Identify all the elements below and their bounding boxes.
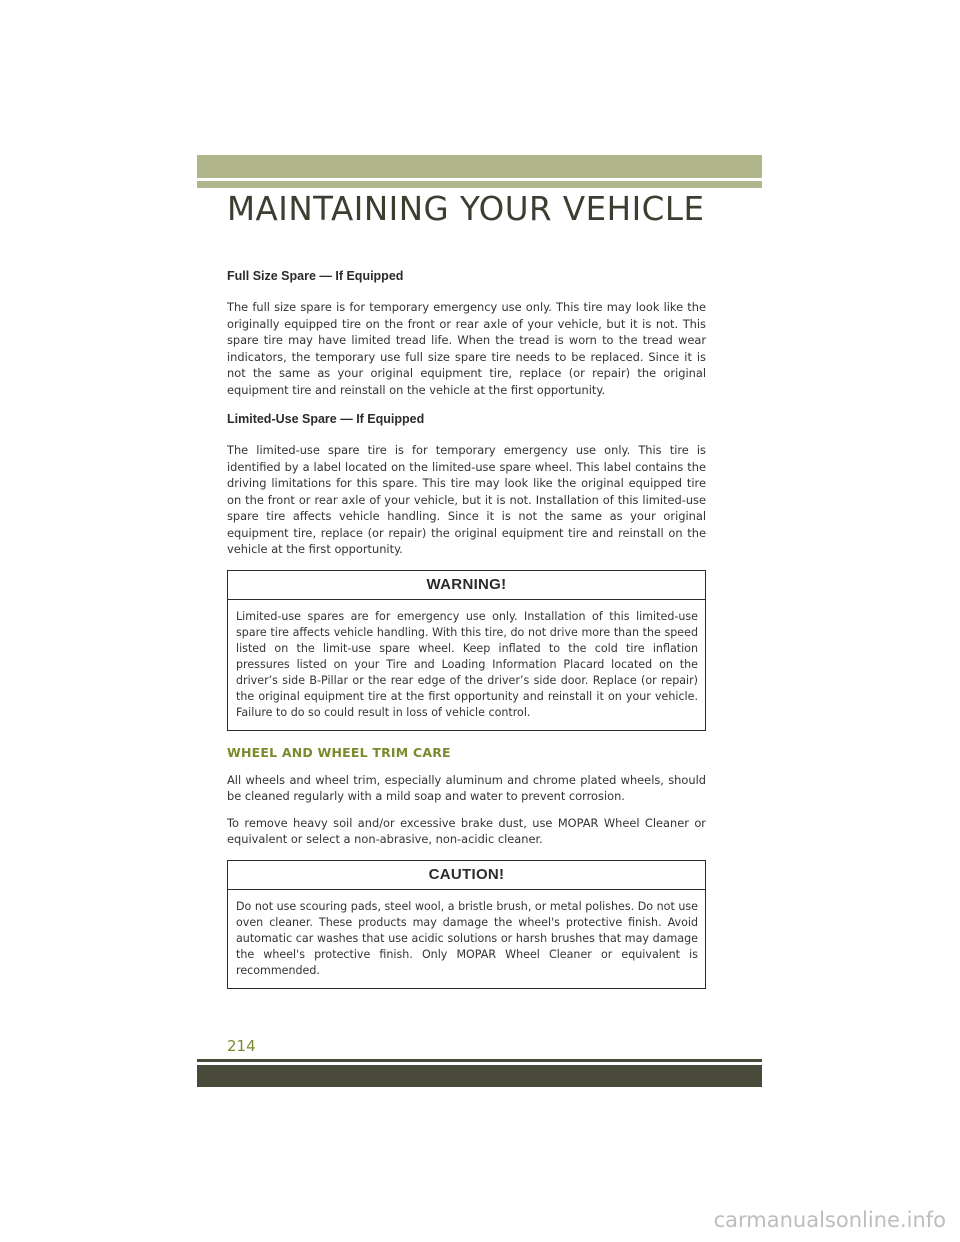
section-title: MAINTAINING YOUR VEHICLE (227, 190, 705, 228)
caution-title: CAUTION! (228, 861, 705, 890)
full-size-spare-heading: Full Size Spare — If Equipped (227, 269, 404, 283)
header-rule (197, 181, 762, 188)
wheel-care-para-2: To remove heavy soil and/or excessive brake dust, use MOPAR Wheel Cleaner or equivalent or select a non-abrasive, non-acidic cleaner. (227, 815, 706, 846)
footer-rule (197, 1059, 762, 1062)
caution-body: Do not use scouring pads, steel wool, a bristle brush, or metal polishes. Do not use oven cleaner. These products may damage the wheel's protective finish. Avoid automatic car washes that use acidic solutions or harsh brushes that may damage the wheel's protective finish. Only MOPAR Wheel Cleaner or equivalent is recommended. (236, 899, 698, 977)
footer-band (197, 1065, 762, 1087)
page-number: 214 (227, 1037, 256, 1055)
limited-use-spare-body: The limited-use spare tire is for temporary emergency use only. This tire is identified by a label located on the limited-use spare wheel. This label contains the driving limitations for this spare. This tire may look like the original equipped tire on the front or rear axle of your vehicle, but it is not. Installation of this limited-use spare tire affects vehicle handling. Since it is not the same as your original equipment tire, replace (or repair) the original equipment tire and reinstall on the vehicle at the first opportunity. (227, 443, 706, 556)
page-content (227, 265, 706, 1003)
watermark: carmanualsonline.info (713, 1208, 946, 1232)
full-size-spare-body: The full size spare is for temporary emergency use only. This tire may look like the originally equipped tire on the front or rear axle of your vehicle, but it is not. This spare tire may have limited tread life. When the tread is worn to the tread wear indicators, the temporary use full size spare tire needs to be replaced. Since it is not the same as your original equipment tire, replace (or repair) the original equipment tire and reinstall on the vehicle at the first opportunity. (227, 300, 706, 397)
warning-title: WARNING! (228, 571, 705, 600)
limited-use-spare-heading: Limited-Use Spare — If Equipped (227, 412, 425, 426)
warning-body: Limited-use spares are for emergency use only. Installation of this limited-use spare tire affects vehicle handling. With this tire, do not drive more than the speed listed on the limit-use spare wheel. Keep inflated to the cold tire inflation pressures listed on your Tire and Loading Information Placard located on the driver’s side B-Pillar or the rear edge of the driver’s side door. Replace (or repair) the original equipment tire at the first opportunity and reinstall it on your vehicle. Failure to do so could result in loss of vehicle control. (236, 609, 698, 719)
wheel-care-para-1: All wheels and wheel trim, especially aluminum and chrome plated wheels, should be cleaned regularly with a mild soap and water to prevent corrosion. (227, 772, 706, 803)
wheel-care-heading: WHEEL AND WHEEL TRIM CARE (227, 744, 451, 760)
header-band (197, 155, 762, 178)
warning-box (227, 570, 706, 731)
caution-box (227, 860, 706, 989)
